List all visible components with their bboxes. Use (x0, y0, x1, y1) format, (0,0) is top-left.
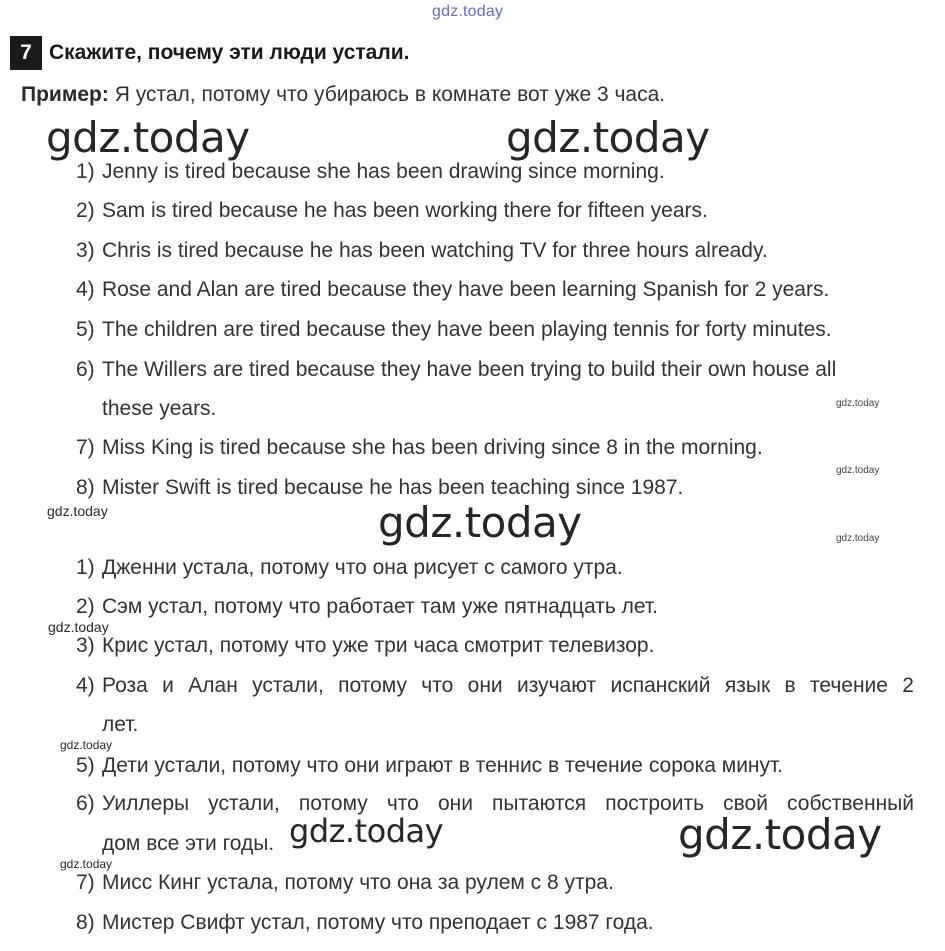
watermark-big: gdz.today (289, 812, 444, 850)
list-item: 5) Дети устали, потому что они играют в теннис в течение сорока минут. (76, 754, 784, 777)
list-item: 3) Крис устал, потому что уже три часа смотрит телевизор. (76, 634, 655, 657)
list-item: 7) Мисс Кинг устала, потому что она за рулем с 8 утра. (76, 871, 614, 894)
list-item: 4) Rose and Alan are tired because they have been learning Spanish for 2 years. (76, 278, 830, 301)
example-text: Я устал, потому что убираюсь в комнате вот уже 3 часа. (108, 83, 666, 106)
watermark-small: gdz.today (48, 619, 109, 635)
list-item: 8) Mister Swift is tired because he has been teaching since 1987. (76, 476, 684, 499)
list-item: 1) Дженни устала, потому что она рисует с самого утра. (76, 556, 623, 579)
list-item: 2) Sam is tired because he has been working there for fifteen years. (76, 199, 708, 222)
watermark-top: gdz.today (432, 3, 504, 20)
watermark-big: gdz.today (506, 113, 710, 162)
list-item: 1) Jenny is tired because she has been drawing since morning. (76, 160, 665, 183)
example-line (21, 83, 665, 107)
list-item: 5) The children are tired because they have been playing tennis for forty minutes. (76, 318, 832, 341)
watermark-big: gdz.today (46, 113, 250, 162)
list-item-continuation: дом все эти годы. (102, 832, 275, 855)
list-item: 6) Уиллеры устали, потому что они пытаются построить свой собственный (76, 792, 914, 815)
watermark-small: gdz.today (836, 465, 880, 476)
list-item: 3) Chris is tired because he has been watching TV for three hours already. (76, 239, 768, 262)
watermark-small: gdz.today (60, 857, 113, 871)
watermark-big: gdz.today (378, 498, 582, 547)
watermark-big: gdz.today (678, 810, 882, 859)
task-title: Скажите, почему эти люди устали. (49, 41, 410, 64)
list-item: 2) Сэм устал, потому что работает там уже пятнадцать лет. (76, 595, 659, 618)
list-item-continuation: лет. (102, 713, 139, 736)
list-item-continuation: these years. (102, 397, 217, 420)
watermark-small: gdz.today (836, 533, 880, 544)
watermark-small: gdz.today (47, 503, 108, 519)
list-item: 4) Роза и Алан устали, потому что они изучают испанский язык в течение 2 (76, 674, 914, 697)
watermark-small: gdz.today (836, 398, 880, 409)
task-number-badge: 7 (10, 36, 42, 70)
list-item: 6) The Willers are tired because they have been trying to build their own house all (76, 358, 837, 381)
list-item: 8) Мистер Свифт устал, потому что преподает с 1987 года. (76, 911, 654, 934)
list-item: 7) Miss King is tired because she has been driving since 8 in the morning. (76, 436, 763, 459)
example-label: Пример: (21, 83, 109, 106)
watermark-small: gdz.today (60, 738, 113, 752)
